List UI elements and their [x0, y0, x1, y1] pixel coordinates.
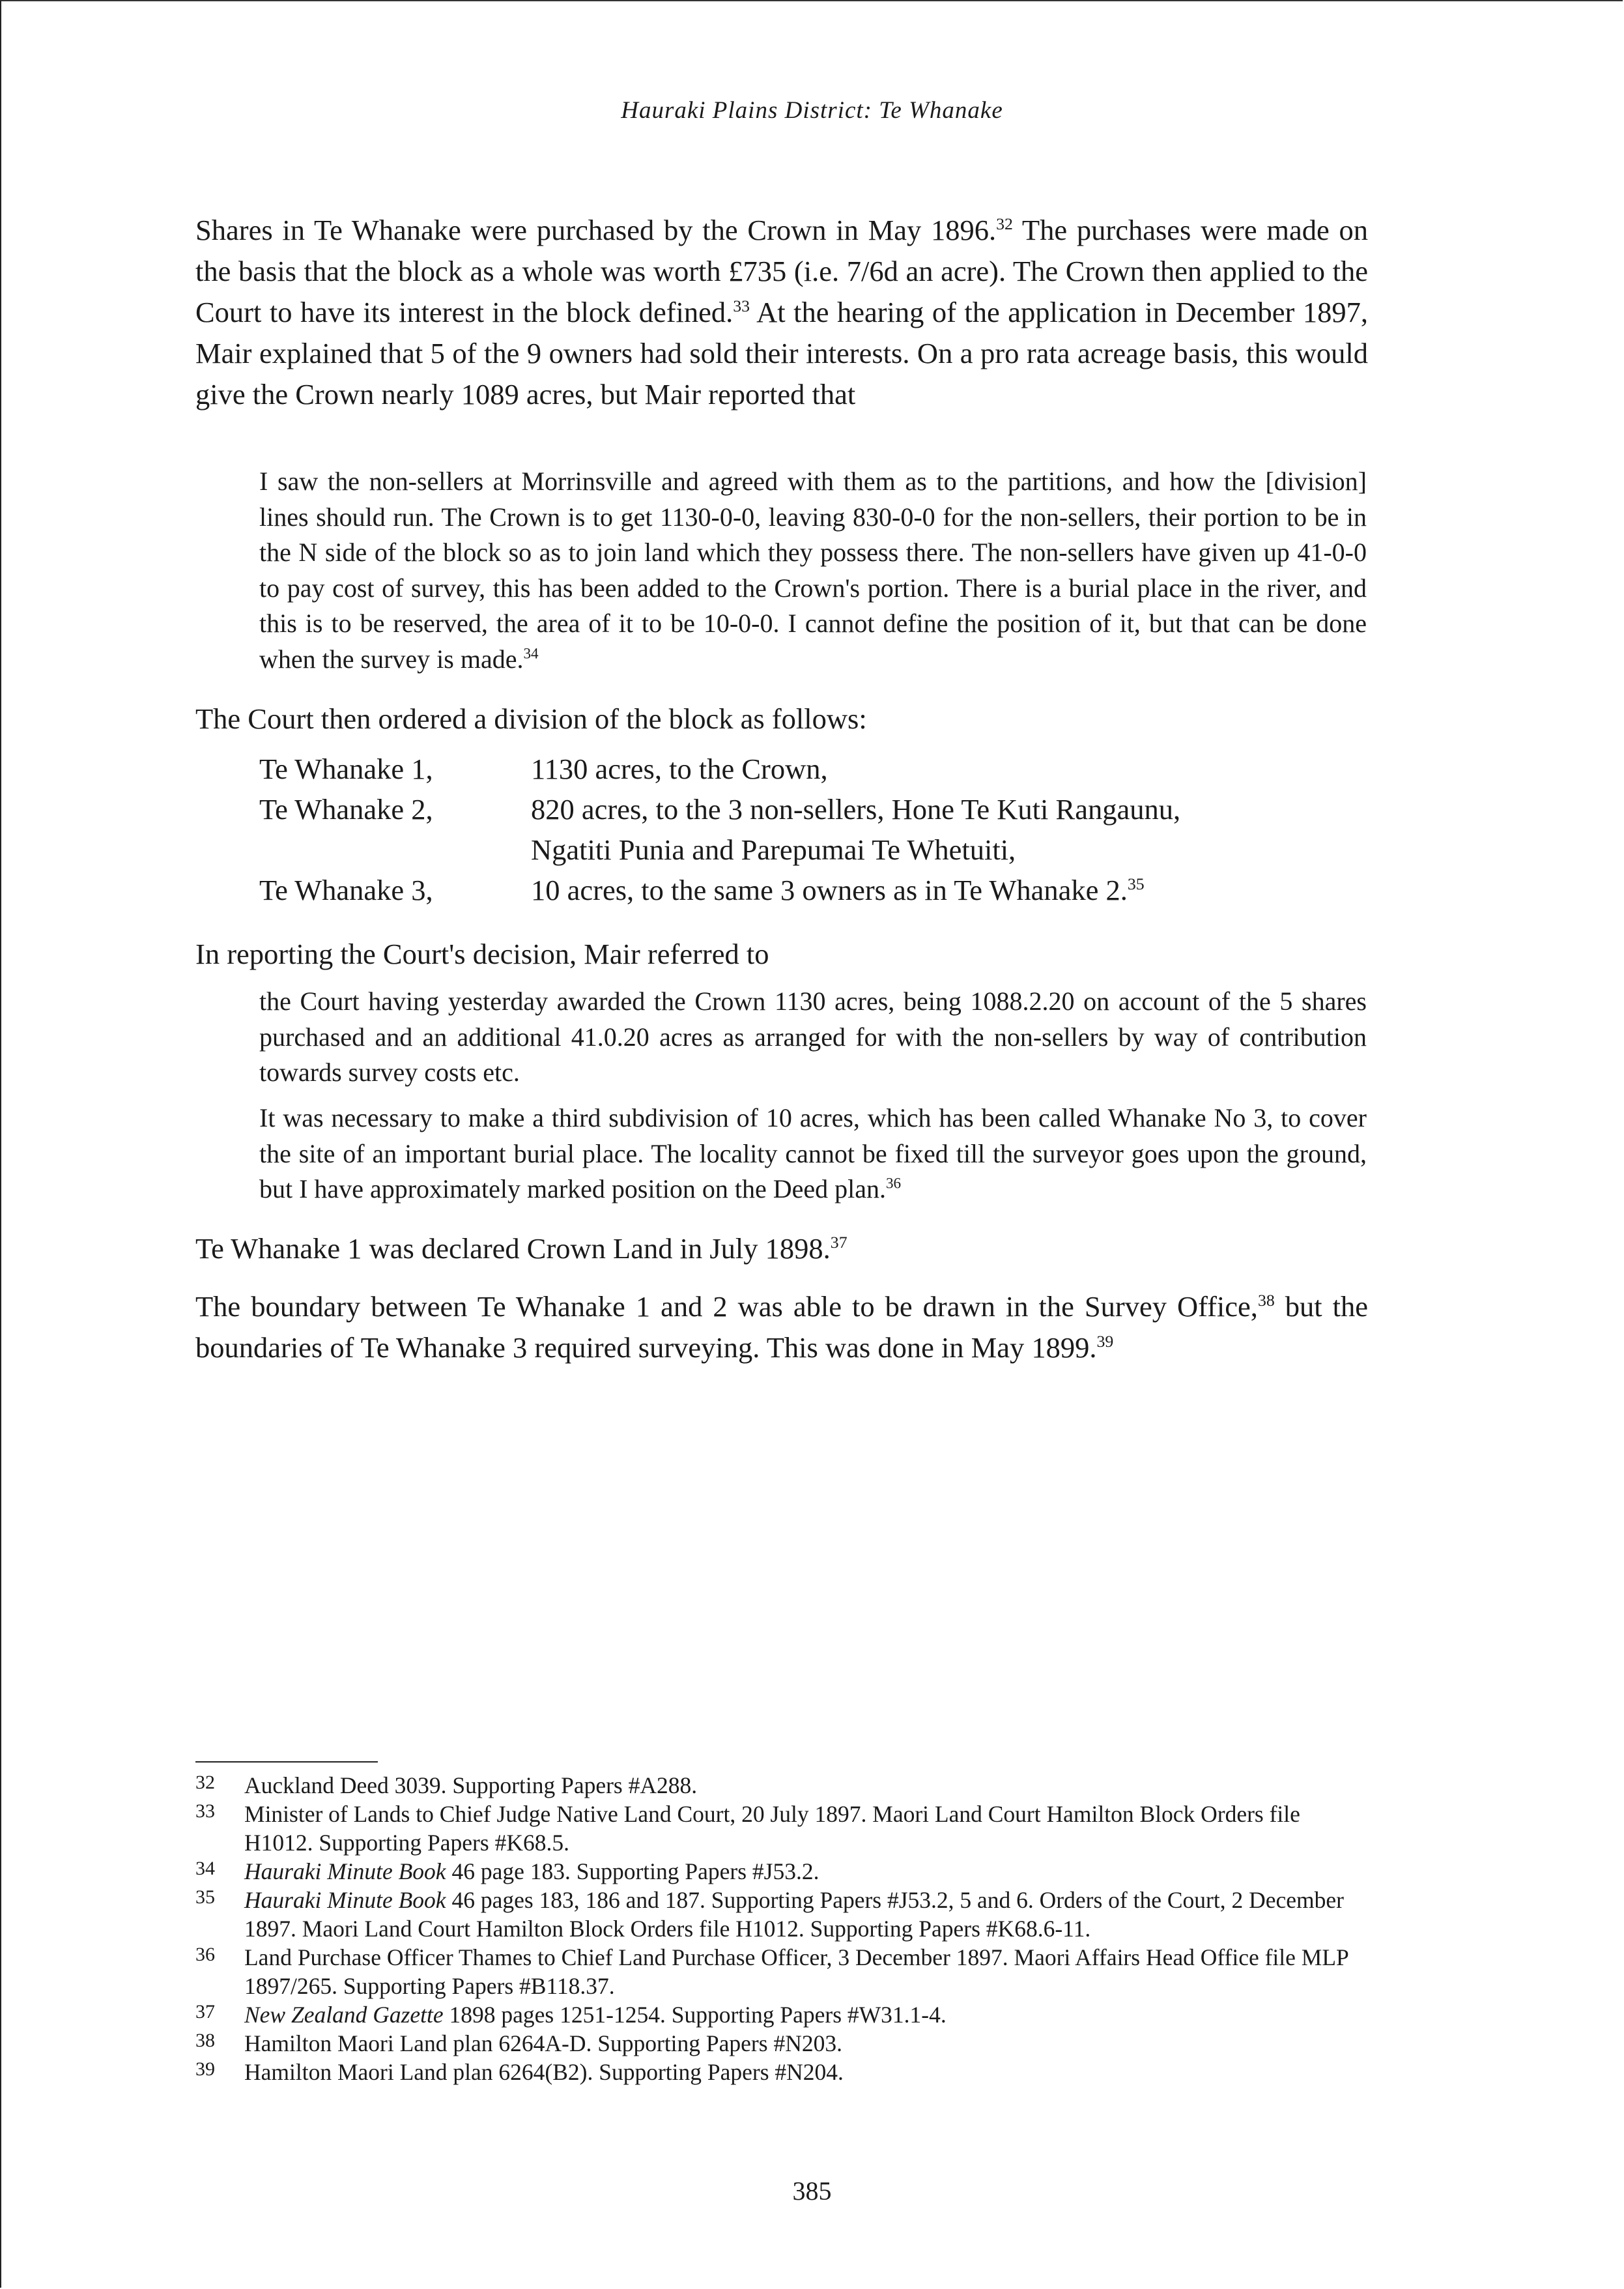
text: but the boundaries of Te Whanake 3 required surveying. This was done in May 1899. — [195, 1290, 1368, 1364]
table-row — [259, 870, 1367, 910]
block-name: Te Whanake 1, — [259, 753, 433, 785]
footnote-number: 39 — [195, 2058, 215, 2080]
footnote-text: 46 pages 183, 186 and 187. Supporting Papers #J53.2, 5 and 6. Orders of the Court, 2 December 1897. Maori Land Court Hamilton Block Orders file H1012. Supporting Papers #K68.6-11. — [244, 1887, 1344, 1942]
text: 820 acres, to the 3 non-sellers, Hone Te Kuti Rangaunu, — [531, 793, 1181, 826]
block-allocation — [531, 870, 1367, 910]
footnote-text: 1898 pages 1251-1254. Supporting Papers #W31.1-4. — [443, 2002, 947, 2028]
quote-court-awarded: the Court having yesterday awarded the Crown 1130 acres, being 1088.2.20 on account of the 5 shares purchased and an additional 41.0.20 acres as arranged for with the non-sellers by way of contribution towards survey costs etc. — [259, 986, 1367, 1087]
block-name: Te Whanake 2, — [259, 793, 433, 826]
text: The boundary between Te Whanake 1 and 2 was able to be drawn in the Survey Office, — [195, 1290, 1258, 1323]
running-head: Hauraki Plains District: Te Whanake — [621, 97, 1003, 124]
text: Shares in Te Whanake were purchased by the Crown in May 1896. — [195, 214, 997, 246]
footnote-number: 33 — [195, 1800, 215, 1822]
text: 10 acres, to the same 3 owners as in Te Whanake 2. — [531, 874, 1128, 906]
footnote-number: 38 — [195, 2030, 215, 2051]
text: Te Whanake 1 was declared Crown Land in July 1898. — [195, 1232, 831, 1265]
text: I saw the non-sellers at Morrinsville and agreed with them as to the partitions, and how the [division] lines should run. The Crown is to get 1130-0-0, leaving 830-0-0 for the non-sellers, their portion to be in the N side of the block so as to join land which they possess there. The non-sellers have given up 41-0-0 to pay cost of survey, this has been added to the Crown's portion. There is a burial place in the river, and this is to be reserved, the area of it to be 10-0-0. I cannot define the position of it, but that can be done when the survey is made. — [259, 467, 1367, 674]
footnote-text: Hamilton Maori Land plan 6264(B2). Supporting Papers #N204. — [244, 2059, 844, 2085]
table-row — [259, 789, 1367, 870]
block-name: Te Whanake 3, — [259, 874, 433, 906]
footnote-title: Hauraki Minute Book — [244, 1887, 446, 1913]
footnote-ref[interactable]: 33 — [733, 296, 750, 316]
footnote-ref[interactable]: 32 — [996, 214, 1013, 234]
footnote-text: 46 page 183. Supporting Papers #J53.2. — [446, 1858, 819, 1884]
footnote-rule — [195, 1761, 378, 1763]
footnote-text: Auckland Deed 3039. Supporting Papers #A288. — [244, 1772, 698, 1798]
footnote-item — [195, 1800, 1368, 1857]
footnote-ref[interactable]: 36 — [885, 1175, 902, 1192]
text: At the hearing of the application in December 1897, Mair explained that 5 of the 9 owners had sold their interests. On a pro rata acreage basis, this would give the Crown nearly 1089 acres, but Mair reported that — [195, 296, 1368, 410]
block-allocation — [531, 749, 1367, 789]
footnote-item — [195, 1943, 1368, 2000]
footnote-text: Hamilton Maori Land plan 6264A-D. Supporting Papers #N203. — [244, 2030, 842, 2056]
quote-mair-non-sellers — [259, 464, 1367, 677]
footnote-ref[interactable]: 35 — [1127, 874, 1145, 894]
paragraph-court-ordered: The Court then ordered a division of the block as follows: — [195, 702, 867, 735]
paragraph-shares-purchase — [195, 210, 1368, 415]
footnote-text: Land Purchase Officer Thames to Chief Land Purchase Officer, 3 December 1897. Maori Affairs Head Office file MLP 1897/265. Supporting Papers #B118.37. — [244, 1944, 1348, 1999]
footnote-item — [195, 1857, 1368, 1886]
table-row — [259, 749, 1367, 789]
footnote-number: 37 — [195, 2001, 215, 2023]
footnote-text: Minister of Lands to Chief Judge Native Land Court, 20 July 1897. Maori Land Court Hamilton Block Orders file H1012. Supporting Papers #K68.5. — [244, 1801, 1300, 1856]
footnote-item — [195, 2000, 1368, 2029]
text: It was necessary to make a third subdivision of 10 acres, which has been called Whanake No 3, to cover the site of an important burial place. The locality cannot be fixed till the surveyor goes upon the ground, but I have approximately marked position on the Deed plan. — [259, 1103, 1367, 1203]
footnote-ref[interactable]: 34 — [523, 645, 539, 663]
paragraph-boundary — [195, 1286, 1368, 1368]
footnote-item — [195, 1771, 1368, 1800]
footnote-number: 32 — [195, 1772, 215, 1793]
footnote-number: 36 — [195, 1944, 215, 1965]
footnote-ref[interactable]: 38 — [1257, 1291, 1275, 1310]
paragraph-reporting-decision: In reporting the Court's decision, Mair referred to — [195, 938, 769, 970]
footnote-title: New Zealand Gazette — [244, 2002, 444, 2028]
block-allocation — [531, 789, 1367, 870]
quote-third-subdivision — [259, 1101, 1367, 1207]
paragraph-crown-land — [195, 1228, 1368, 1269]
division-table — [259, 749, 1367, 910]
page-number: 385 — [792, 2176, 832, 2206]
text: 1130 acres, to the Crown, — [531, 753, 828, 785]
footnote-number: 34 — [195, 1858, 215, 1879]
footnote-item — [195, 2058, 1368, 2086]
footnote-number: 35 — [195, 1886, 215, 1908]
footnote-title: Hauraki Minute Book — [244, 1858, 446, 1884]
footnotes — [195, 1771, 1368, 2086]
text: Ngatiti Punia and Parepumai Te Whetuiti, — [531, 833, 1016, 866]
footnote-item — [195, 1886, 1368, 1943]
footnote-ref[interactable]: 39 — [1096, 1332, 1114, 1351]
footnote-ref[interactable]: 37 — [830, 1233, 848, 1252]
text: The purchases were made on the basis that the block as a whole was worth £735 (i.e. 7/6d an acre). The Crown then applied to the Court to have its interest in the block defined. — [195, 214, 1368, 328]
footnote-item — [195, 2029, 1368, 2058]
